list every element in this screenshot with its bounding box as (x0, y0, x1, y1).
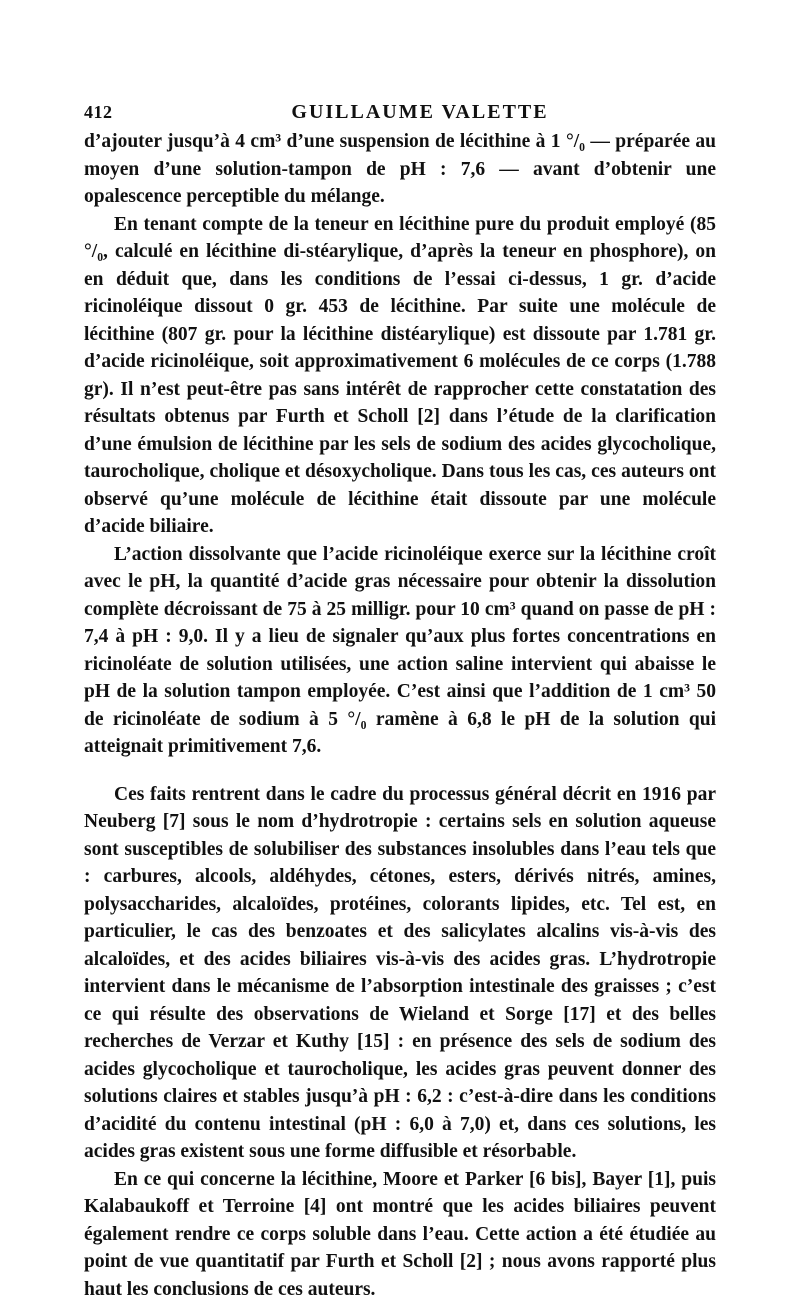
page-number: 412 (84, 102, 113, 123)
page-header (84, 98, 716, 128)
paragraph-4: Ces faits rentrent dans le cadre du processus général décrit en 1916 par Neuberg [7] sous le nom d’hydrotropie : certains sels en solution aqueuse sont susceptibles de solubiliser des substances insolubles dans l’eau tels que : carbures, alcools, aldéhydes, cétones, esters, dérivés nitrés, amines, polysaccharides, alcaloïdes, protéines, colorants lipides, etc. Tel est, en particulier, le cas des benzoates et des salicylates alcalins vis-à-vis des alcaloïdes, et des acides biliaires vis-à-vis des acides gras. L’hydrotropie intervient dans le mécanisme de l’absorption intestinale des graisses ; c’est ce qui résulte des observations de Wieland et Sorge [17] et des belles recherches de Verzar et Kuthy [15] : en présence des sels de sodium des acides glycocholique et taurocholique, les acides gras peuvent donner des solutions claires et stables jusqu’à pH : 6,2 : c’est-à-dire dans les conditions d’acidité du contenu intestinal (pH : 6,0 à 7,0) et, dans ces solutions, les acides gras existent sous une forme diffusible et résorbable. (84, 781, 716, 1166)
paragraph-2: En tenant compte de la teneur en lécithine pure du produit employé (85 °/₀, calculé en lécithine di-stéarylique, d’après la teneur en phosphore), on en déduit que, dans les conditions de l’essai ci-dessus, 1 gr. d’acide ricinoléique dissout 0 gr. 453 de lécithine. Par suite une molécule de lécithine (807 gr. pour la lécithine distéarylique) est dissoute par 1.781 gr. d’acide ricinoléique, soit approximativement 6 molécules de ce corps (1.788 gr). Il n’est peut-être pas sans intérêt de rapprocher cette constatation des résultats obtenus par Furth et Scholl [2] dans l’étude de la clarification d’une émulsion de lécithine par les sels de sodium des acides glycocholique, taurocholique, cholique et désoxycholique. Dans tous les cas, ces auteurs ont observé qu’une molécule de lécithine était dissoute par une molécule d’acide biliaire. (84, 211, 716, 541)
document-page (84, 98, 716, 1303)
paragraph-5: En ce qui concerne la lécithine, Moore et Parker [6 bis], Bayer [1], puis Kalabaukoff et Terroine [4] ont montré que les acides biliaires peuvent également rendre ce corps soluble dans l’eau. Cette action a été étudiée au point de vue quantitatif par Furth et Scholl [2] ; nous avons rapporté plus haut les conclusions de ces auteurs. (84, 1166, 716, 1303)
paragraph-3: L’action dissolvante que l’acide ricinoléique exerce sur la lécithine croît avec le pH, la quantité d’acide gras nécessaire pour obtenir la dissolution complète décroissant de 75 à 25 milligr. pour 10 cm³ quand on passe de pH : 7,4 à pH : 9,0. Il y a lieu de signaler qu’aux plus fortes concentrations en ricinoléate de solution utilisées, une action saline intervient qui abaisse le pH de la solution tampon employée. C’est ainsi que l’addition de 1 cm³ 50 de ricinoléate de sodium à 5 °/₀ ramène à 6,8 le pH de la solution qui atteignait primitivement 7,6. (84, 541, 716, 761)
running-title: GUILLAUME VALETTE (84, 101, 716, 124)
paragraph-1: d’ajouter jusqu’à 4 cm³ d’une suspension de lécithine à 1 °/₀ — préparée au moyen d’une solution-tampon de pH : 7,6 — avant d’obtenir une opalescence perceptible du mélange. (84, 128, 716, 211)
